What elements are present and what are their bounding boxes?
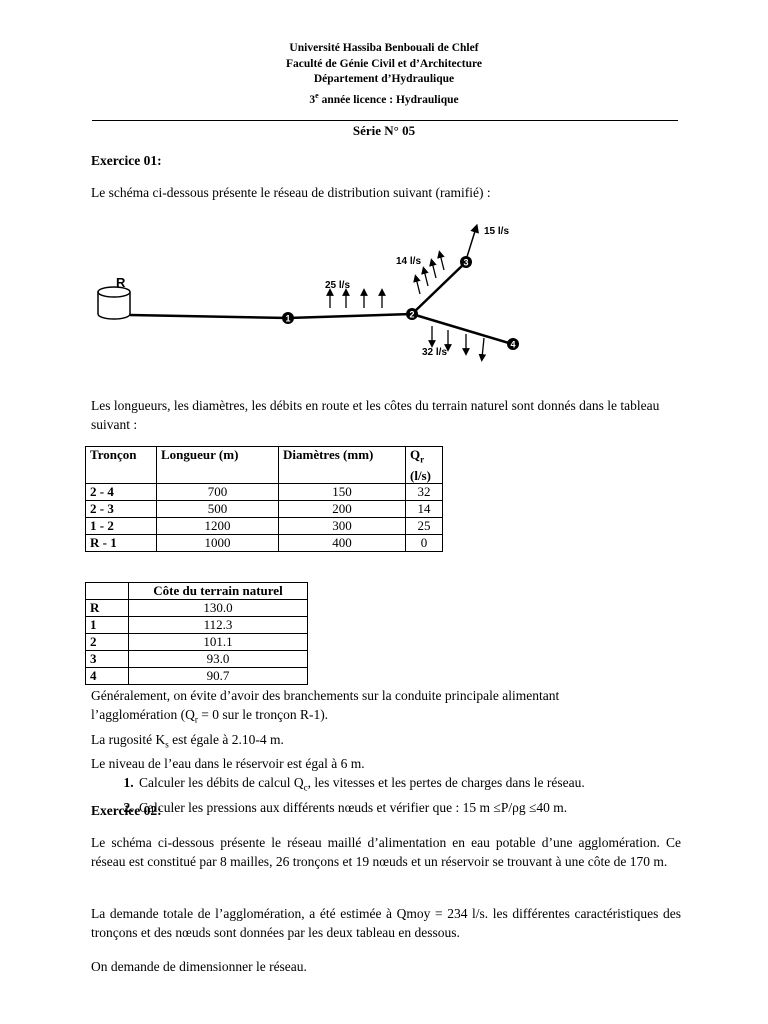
cell-qr: 32 — [406, 483, 443, 500]
questions-list — [91, 773, 681, 817]
cell-node: 1 — [86, 617, 129, 634]
node-3-label: 3 — [463, 257, 469, 268]
cell-cote: 93.0 — [129, 651, 308, 668]
terrain-elevation-table — [85, 582, 308, 685]
node-1-label: 1 — [285, 313, 291, 324]
pipe-r-1 — [130, 315, 288, 318]
cell-longueur: 700 — [157, 483, 279, 500]
rugosity-line — [91, 730, 681, 755]
university-name: Université Hassiba Benbouali de Chlef — [289, 42, 479, 54]
cell-diametre: 300 — [279, 517, 406, 534]
table-header-row — [86, 447, 443, 484]
cell-troncon: R - 1 — [86, 534, 157, 551]
table-row — [86, 617, 308, 634]
table-row — [86, 517, 443, 534]
cell-qr: 25 — [406, 517, 443, 534]
reservoir-icon — [98, 287, 130, 319]
pipe-characteristics-table — [85, 446, 443, 552]
table-row — [86, 634, 308, 651]
cell-node: R — [86, 600, 129, 617]
cell-troncon: 2 - 3 — [86, 500, 157, 517]
cell-diametre: 150 — [279, 483, 406, 500]
pipe-2-4 — [412, 314, 512, 344]
exercise-2-paragraph-1: Le schéma ci-dessous présente le réseau maillé d’alimentation en eau potable d’une agglomération. Ce réseau est constitué par 8 mailles, 26 tronçons et 19 nœuds et un réservoir se trouvant à une côte de 170 m. — [91, 835, 681, 869]
cell-cote: 130.0 — [129, 600, 308, 617]
faculty-name: Faculté de Génie Civil et d’Architecture — [286, 57, 482, 70]
network-svg — [92, 212, 542, 372]
question-1-subscript: c — [303, 783, 308, 794]
branched-network-diagram — [92, 212, 542, 372]
serie-title: Série N° 05 — [352, 123, 416, 138]
note-line-2-start: l’agglomération (Q — [91, 707, 195, 722]
cell-troncon: 2 - 4 — [86, 483, 157, 500]
cell-cote: 90.7 — [129, 668, 308, 685]
table-row — [86, 500, 443, 517]
exercise-2-paragraph-2: La demande totale de l’agglomération, a été estimée à Qmoy = 234 l/s. les différentes caractéristiques des tronçons et des nœuds sont données par les deux tableau en dessous. — [91, 906, 681, 940]
flow-label-25: 25 l/s — [325, 280, 351, 291]
pipe-1-2 — [288, 314, 412, 318]
document-header — [0, 41, 768, 108]
exercise-1-notes — [91, 686, 681, 817]
col-node — [86, 583, 129, 600]
cell-node: 3 — [86, 651, 129, 668]
year-superscript: e — [315, 90, 319, 100]
cell-troncon: 1 - 2 — [86, 517, 157, 534]
table-row — [86, 534, 443, 551]
rugosity-subscript: s — [165, 739, 169, 750]
water-level-line: Le niveau de l’eau dans le réservoir est égal à 6 m. — [91, 756, 365, 772]
note-line-2 — [91, 705, 681, 730]
cell-longueur: 500 — [157, 500, 279, 517]
cell-node: 2 — [86, 634, 129, 651]
department-name: Département d’Hydraulique — [313, 73, 455, 85]
flow-label-15: 15 l/s — [484, 226, 510, 237]
table-row — [86, 483, 443, 500]
note-line-2-end: = 0 sur le tronçon R-1). — [197, 707, 329, 722]
question-2: 2. Calculer les pressions aux différents nœuds et vérifier que : 15 m ≤P/ρg ≤40 m. — [137, 798, 681, 817]
pipe-2-3 — [412, 262, 466, 314]
node-4-label: 4 — [510, 339, 516, 350]
table-row — [86, 668, 308, 685]
year-text: année licence : Hydraulique — [318, 93, 459, 106]
node-2-label: 2 — [409, 309, 415, 320]
flow-label-32: 32 l/s — [422, 347, 448, 358]
exercise-2-paragraph-3: On demande de dimensionner le réseau. — [91, 959, 307, 974]
table-header-row — [86, 583, 308, 600]
header-divider — [92, 120, 678, 121]
cell-cote: 101.1 — [129, 634, 308, 651]
year-number: 3 — [309, 93, 316, 106]
node-3 — [460, 256, 472, 268]
table-row — [86, 651, 308, 668]
node-1 — [282, 312, 294, 324]
cell-longueur: 1000 — [157, 534, 279, 551]
col-diametre: Diamètres (mm) — [279, 447, 406, 484]
cell-longueur: 1200 — [157, 517, 279, 534]
node-4 — [507, 338, 519, 350]
table-intro: Les longueurs, les diamètres, les débits en route et les côtes du terrain naturel sont donnés dans le tableau suivant : — [91, 398, 660, 432]
question-1-start: Calculer les débits de calcul Q — [139, 775, 304, 791]
rugosity-end: est égale à 2.10-4 m. — [168, 731, 284, 747]
qr-symbol: Q — [410, 447, 421, 462]
cell-diametre: 200 — [279, 500, 406, 517]
cell-qr: 0 — [406, 534, 443, 551]
cell-cote: 112.3 — [129, 617, 308, 634]
reservoir-label: R — [116, 275, 126, 290]
cell-node: 4 — [86, 668, 129, 685]
qr-subscript: r — [420, 454, 425, 465]
question-1-end: , les vitesses et les pertes de charges dans le réseau. — [307, 775, 585, 791]
note-subscript: r — [194, 714, 198, 725]
exercise-2-title: Exercice 02: — [91, 803, 162, 818]
rugosity-start: La rugosité K — [91, 731, 166, 747]
col-qr — [406, 447, 443, 484]
exercise-1-title: Exercice 01: — [91, 153, 162, 168]
qr-unit: (l/s) — [410, 467, 431, 483]
cell-qr: 14 — [406, 500, 443, 517]
node-2 — [406, 308, 418, 320]
flow-label-14: 14 l/s — [396, 256, 422, 267]
note-line-1: Généralement, on évite d’avoir des branchements sur la conduite principale alimentant — [91, 688, 560, 703]
table-row — [86, 600, 308, 617]
col-cote: Côte du terrain naturel — [129, 583, 308, 600]
question-1 — [137, 773, 681, 798]
col-troncon: Tronçon — [86, 447, 157, 484]
year-level — [0, 88, 768, 108]
exercise-1-intro: Le schéma ci-dessous présente le réseau de distribution suivant (ramifié) : — [91, 185, 491, 200]
flow-arrow-15 — [466, 228, 476, 260]
flow-arrows-25 — [330, 292, 382, 308]
col-longueur: Longueur (m) — [157, 447, 279, 484]
cell-diametre: 400 — [279, 534, 406, 551]
